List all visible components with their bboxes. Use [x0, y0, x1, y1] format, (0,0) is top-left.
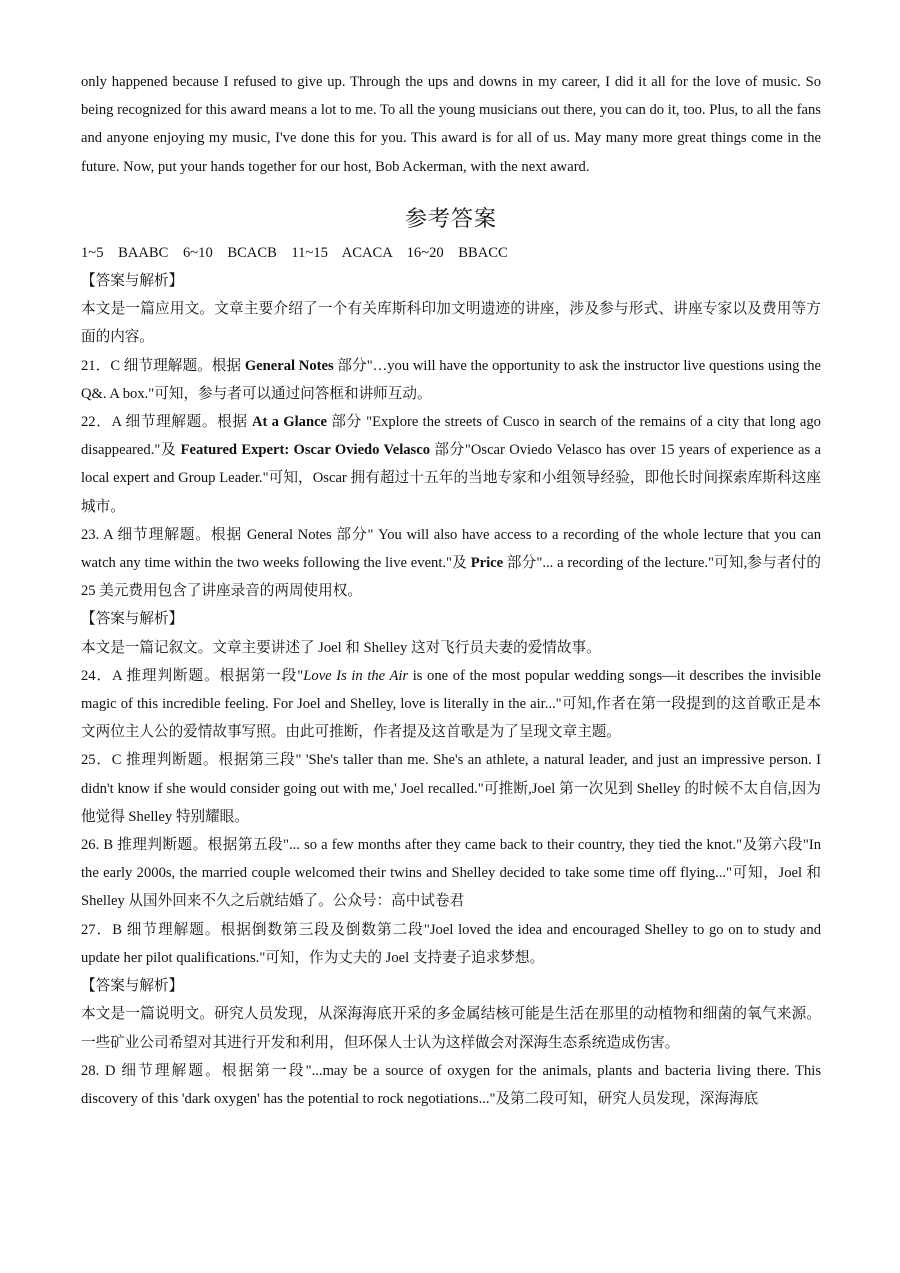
document-page	[81, 68, 821, 1113]
answer-key-line: 1~5 BAABC 6~10 BCACB 11~15 ACACA 16~20 BBACC	[81, 244, 508, 261]
section-tag: 【答案与解析】	[81, 611, 184, 628]
explanation-24: 24．A 推理判断题。根据第一段"Love Is in the Air is one of the most popular wedding songs—it describes the invisible magic of this incredible feeling. For Joel and Shelley, love is literally in the air..."可知,作者在第一段提到的这首歌正是本文两位主人公的爱情故事写照。由此可推断，作者提及这首歌是为了呈现文章主题。	[81, 667, 821, 741]
explanation-27: 27．B 细节理解题。根据倒数第三段及倒数第二段"Joel loved the idea and encouraged Shelley to go on to study and update her pilot qualifications."可知，作为丈夫的 Joel 支持妻子追求梦想。	[81, 921, 821, 966]
explanation-28: 28. D 细节理解题。根据第一段"...may be a source of oxygen for the animals, plants and bacteria living there. This discovery of this 'dark oxygen' has the potential to rock negotiations..."及第二段可知，研究人员发现，深海海底	[81, 1062, 821, 1107]
section-tag: 【答案与解析】	[81, 978, 184, 995]
section-tag: 【答案与解析】	[81, 273, 184, 290]
passage-summary: 本文是一篇记叙文。文章主要讲述了 Joel 和 Shelley 这对飞行员夫妻的爱情故事。	[81, 639, 601, 656]
passage-paragraph: only happened because I refused to give up. Through the ups and downs in my career, I did it all for the love of music. So being recognized for this award means a lot to me. To all the young musicians out there, you can do it, too. Plus, to all the fans and anyone enjoying my music, I've done this for you. This award is for all of us. May many more great things come in the future. Now, put your hands together for our host, Bob Ackerman, with the next award.	[81, 74, 821, 175]
explanation-21: 21．C 细节理解题。根据 General Notes 部分"…you will have the opportunity to ask the instructor live questions using the Q&. A box."可知，参与者可以通过问答框和讲师互动。	[81, 357, 821, 402]
explanation-26: 26. B 推理判断题。根据第五段"... so a few months after they came back to their country, they tied the knot."及第六段"In the early 2000s, the married couple welcomed their twins and Shelley decided to take some time off flying..."可知，Joel 和 Shelley 从国外回来不久之后就结婚了。公众号：高中试卷君	[81, 837, 821, 910]
passage-summary: 本文是一篇应用文。文章主要介绍了一个有关库斯科印加文明遗迹的讲座，涉及参与形式、讲座专家以及费用等方面的内容。	[81, 301, 821, 346]
explanation-23: 23. A 细节理解题。根据 General Notes 部分" You will also have access to a recording of the whole lecture that you can watch any time within the two weeks following the live event."及 Price 部分"... a recording of the lecture."可知,参与者付的 25 美元费用包含了讲座录音的两周使用权。	[81, 526, 821, 600]
explanation-25: 25．C 推理判断题。根据第三段" 'She's taller than me. She's an athlete, a natural leader, and just an impressive person. I didn't know if she would consider going out with me,' Joel recalled."可推断,Joel 第一次见到 Shelley 的时候不太自信,因为他觉得 Shelley 特别耀眼。	[81, 752, 821, 825]
passage-summary: 本文是一篇说明文。研究人员发现，从深海海底开采的多金属结核可能是生活在那里的动植物和细菌的氧气来源。一些矿业公司希望对其进行开发和利用，但环保人士认为这样做会对深海生态系统造成伤害。	[81, 1006, 821, 1051]
answer-title: 参考答案	[404, 205, 497, 231]
explanation-22: 22．A 细节理解题。根据 At a Glance 部分 "Explore the streets of Cusco in search of the remains of a city that long ago disappeared."及 Featured Expert: Oscar Oviedo Velasco 部分"Oscar Oviedo Velasco has over 15 years of experience as a local expert and Group Leader."可知，Oscar 拥有超过十五年的当地专家和小组领导经验，即他长时间探索库斯科这座城市。	[81, 414, 821, 515]
